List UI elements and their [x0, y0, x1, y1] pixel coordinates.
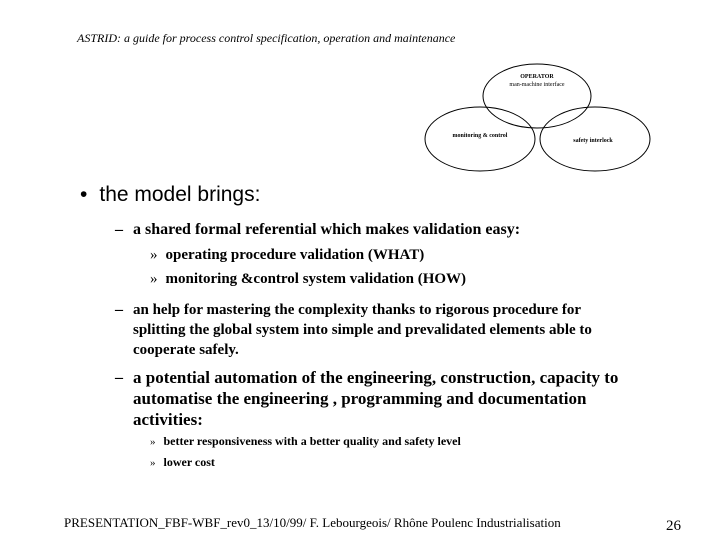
- sub-bullet-1-text: a shared formal referential which makes validation easy:: [133, 221, 521, 238]
- safety-label: safety interlock: [573, 138, 613, 144]
- sub-bullet-1: [115, 220, 655, 240]
- main-bullet-text: the model brings:: [99, 183, 261, 206]
- footer-text: PRESENTATION_FBF-WBF_rev0_13/10/99/ F. Lebourgeois/ Rhône Poulenc Industrialisation: [64, 515, 561, 530]
- main-bullet: [80, 183, 260, 207]
- dash-icon: –: [115, 369, 123, 386]
- raquo-icon: »: [150, 436, 156, 448]
- dash-icon: –: [115, 221, 123, 238]
- sub3-item-1: [150, 434, 461, 449]
- dash-icon: –: [115, 301, 123, 318]
- sub1-item-1-text: operating procedure validation (WHAT): [165, 247, 425, 263]
- sub3-item-1-text: better responsiveness with a better quality and safety level: [163, 434, 461, 448]
- sub1-item-1: [150, 247, 424, 264]
- sub1-item-2-text: monitoring &control system validation (HOW): [165, 271, 467, 287]
- slide-header: ASTRID: a guide for process control specification, operation and maintenance: [77, 31, 456, 45]
- monitoring-label: monitoring & control: [452, 133, 508, 139]
- page-number: 26: [666, 518, 681, 534]
- raquo-icon: »: [150, 457, 156, 469]
- venn-diagram: [0, 0, 720, 180]
- sub3-item-2: [150, 455, 215, 470]
- sub-bullet-2: [115, 300, 615, 360]
- bullet-dot-icon: •: [80, 183, 88, 206]
- operator-subtitle: man-machine interface: [509, 82, 565, 88]
- sub-bullet-2-text: an help for mastering the complexity thanks to rigorous procedure for splitting the global system into simple and prevalidated elements able to cooperate safely.: [133, 302, 592, 358]
- sub3-item-2-text: lower cost: [163, 455, 215, 469]
- sub-bullet-3: [115, 367, 635, 430]
- sub-bullet-3-text: a potential automation of the engineering, construction, capacity to automatise the engineering , programming and documentation activities:: [133, 368, 619, 429]
- raquo-icon: »: [150, 247, 158, 263]
- sub1-item-2: [150, 271, 466, 288]
- raquo-icon: »: [150, 271, 158, 287]
- operator-label: [497, 73, 577, 89]
- operator-title: OPERATOR: [520, 74, 554, 80]
